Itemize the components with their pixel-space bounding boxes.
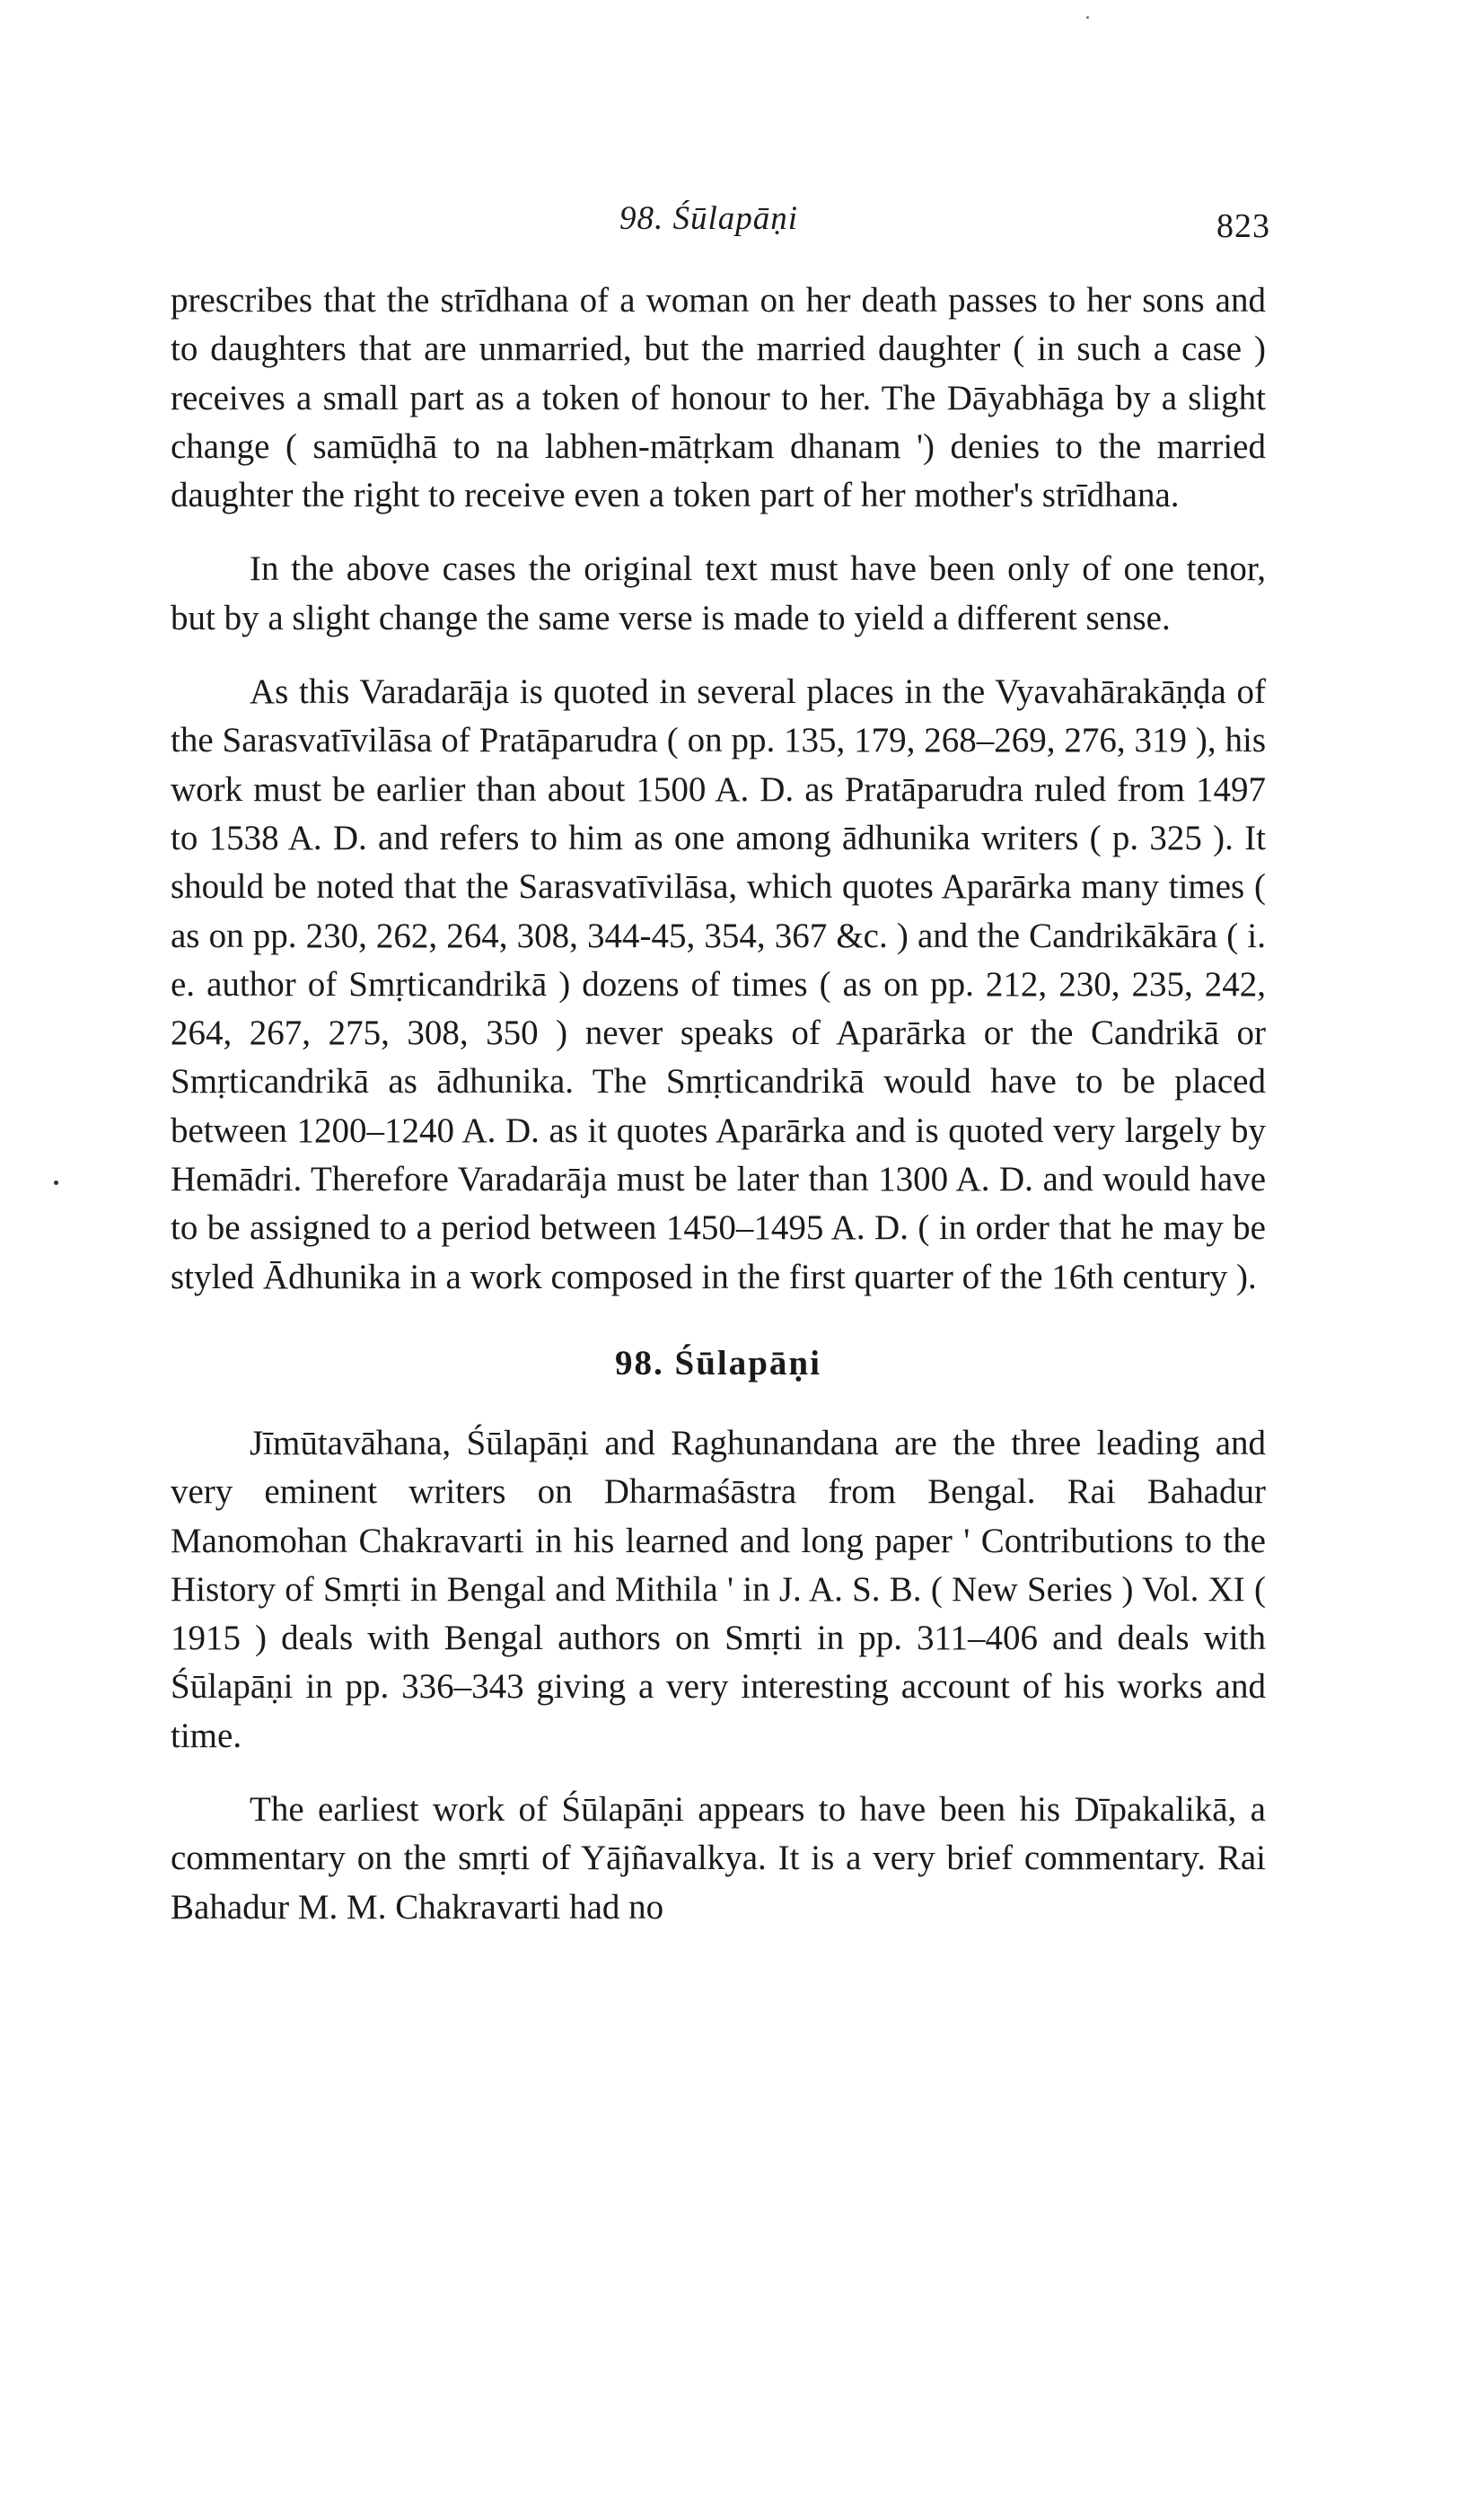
margin-dot [54,1181,58,1185]
section-heading: 98. Śūlapāṇi [615,1343,821,1383]
page-body [171,277,1266,1932]
paragraph: The earliest work of Śūlapāṇi appears to have been his Dīpakalikā, a commentary on the smṛti of Yājñavalkya. It is a very brief commentary. Rai Bahadur M. M. Chakravarti had no [171,1790,1266,1927]
paragraph: In the above cases the original text must have been only of one tenor, but by a slight change the same verse is made to yield a different sense. [171,549,1266,637]
running-head [0,199,1484,244]
paragraph-continued: prescribes that the strīdhana of a woman on her death passes to her sons and to daughters that are unmarried, but the married daughter ( in such a case ) receives a small part as a token of honour to her. The Dāyabhāga by a slight change ( samūḍhā to na labhen-mātṛkam dhanam ') denies to the married daughter the right to receive even a token part of her mother's strīdhana. [171,281,1266,515]
paragraph: Jīmūtavāhana, Śūlapāṇi and Raghunandana are the three leading and very eminent writers on Dharmaśāstra from Bengal. Rai Bahadur Manomohan Chakravarti in his learned and long paper ' Contributions to the History of Smṛti in Bengal and Mithila ' in J. A. S. B. ( New Series ) Vol. XI ( 1915 ) deals with Bengal authors on Smṛti in pp. 311–406 and deals with Śūlapāṇi in pp. 336–343 giving a very interesting account of his works and time. [171,1423,1266,1755]
paragraph: As this Varadarāja is quoted in several places in the Vyavahārakāṇḍa of the Sarasvatīvilāsa of Pratāparudra ( on pp. 135, 179, 268–269, 276, 319 ), his work must be earlier than about 1500 A. D. as Pratāparudra ruled from 1497 to 1538 A. D. and refers to him as one among ādhunika writers ( p. 325 ). It should be noted that the Sarasvatīvilāsa, which quotes Aparārka many times ( as on pp. 230, 262, 264, 308, 344-45, 354, 367 &c. ) and the Candrikākāra ( i. e. author of Smṛticandrikā ) dozens of times ( as on pp. 212, 230, 235, 242, 264, 267, 275, 308, 350 ) never speaks of Aparārka or the Candrikā or Smṛticandrikā as ādhunika. The Smṛticandrikā would have to be placed between 1200–1240 A. D. as it quotes Aparārka and is quoted very largely by Hemādri. Therefore Varadarāja must be later than 1300 A. D. and would have to be assigned to a period between 1450–1495 A. D. ( in order that he may be styled Ādhunika in a work composed in the first quarter of the 16th century ). [171,672,1266,1296]
scan-speck [1086,16,1089,19]
running-title: 98. Śūlapāṇi [619,200,799,237]
page-number: 823 [1216,207,1270,245]
